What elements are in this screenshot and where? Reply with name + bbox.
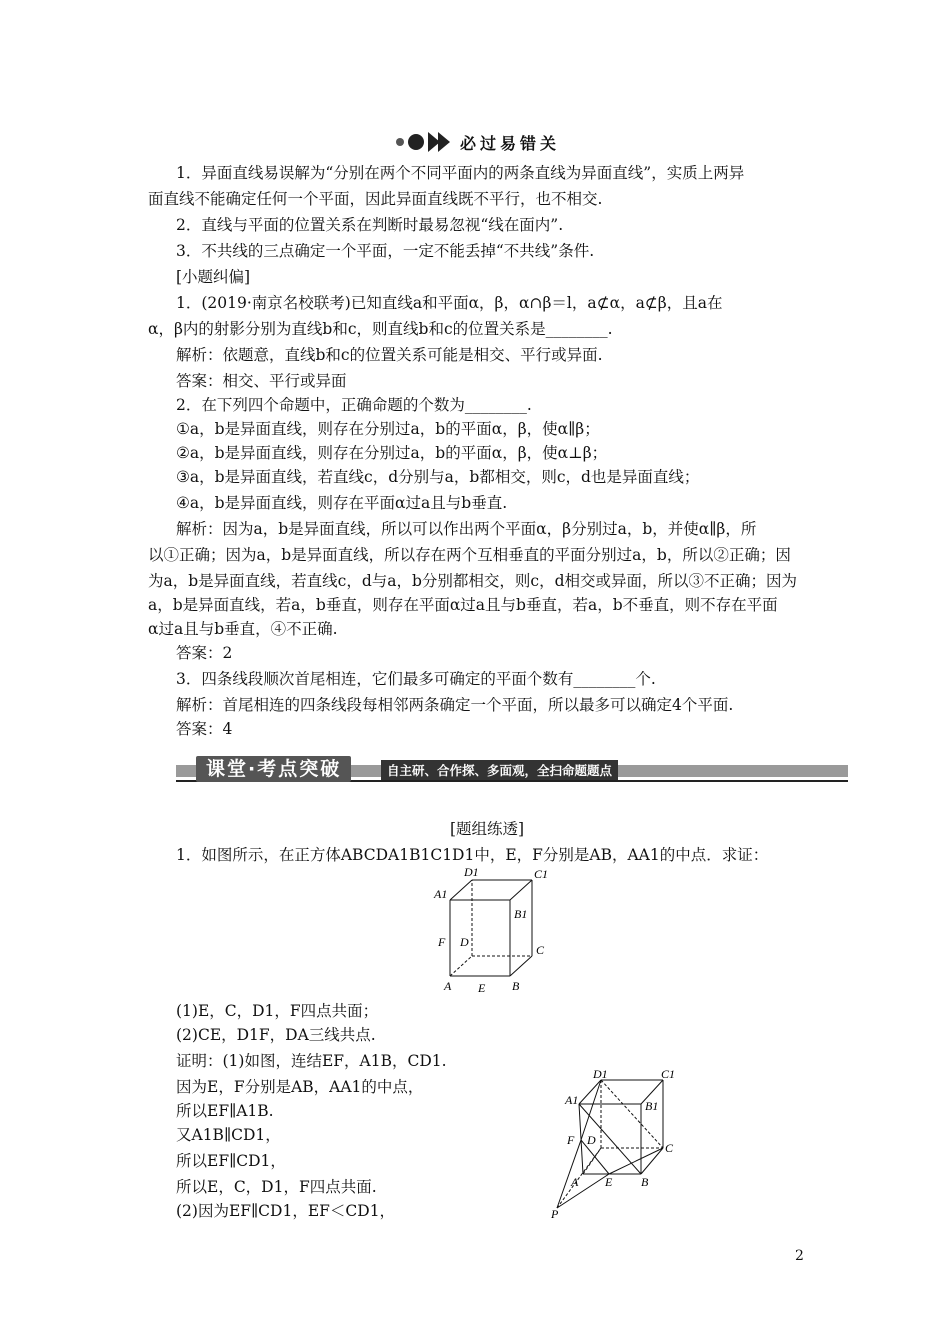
q2-solution-2: 以①正确；因为a，b是异面直线，所以存在两个互相垂直的平面分别过a，b，所以②正确；因 — [148, 546, 791, 564]
q2-solution-5: α过a且与b垂直，④不正确. — [148, 620, 338, 638]
fig2-label-E: E — [605, 1175, 613, 1189]
proof-line-3: 所以EF∥A1B. — [176, 1102, 274, 1120]
fig2-label-P: P — [551, 1207, 559, 1220]
banner-subtitle-box — [381, 760, 618, 780]
q2-solution-3: 为a，b是异面直线，若直线c，d与a，b分别都相交，则c，d相交或异面，所以③不正确；因为 — [148, 572, 798, 590]
proof-line-2: 因为E，F分别是AB，AA1的中点， — [176, 1078, 424, 1096]
fig1-label-A: A — [444, 979, 452, 993]
fig2-label-D: D — [587, 1133, 596, 1147]
proof-line-1: 证明：(1)如图，连结EF，A1B，CD1. — [176, 1052, 447, 1070]
q2-option-1: ①a，b是异面直线，则存在分别过a，b的平面α，β，使α∥β； — [176, 420, 600, 438]
q1-stem-a: 1．(2019·南京名校联考)已知直线a和平面α，β，α∩β＝l，a⊄α，a⊄β，且a在 — [176, 294, 723, 312]
q2-option-2: ②a，b是异面直线，则存在分别过a，b的平面α，β，使α⊥β； — [176, 444, 608, 462]
fig1-label-C1: C1 — [534, 867, 549, 881]
q1-answer: 答案：相交、平行或异面 — [176, 372, 347, 390]
error-point-3: 3．不共线的三点确定一个平面，一定不能丢掉“不共线”条件. — [176, 242, 595, 260]
q2-answer: 答案：2 — [176, 644, 233, 662]
proof-line-6: 所以E，C，D1，F四点共面. — [176, 1178, 377, 1196]
fig2-label-A1: A1 — [565, 1093, 579, 1107]
fig1-label-D: D — [460, 935, 469, 949]
section-header — [392, 128, 622, 156]
q3-stem: 3．四条线段顺次首尾相连，它们最多可确定的平面个数有________个. — [176, 670, 656, 688]
error-point-1b: 面直线不能确定任何一个平面，因此异面直线既不平行，也不相交. — [148, 190, 603, 208]
proof-line-4: 又A1B∥CD1， — [176, 1126, 281, 1144]
claim-2: (2)CE，D1F，DA三线共点. — [176, 1026, 376, 1044]
error-point-2: 2．直线与平面的位置关系在判断时最易忽视“线在面内”. — [176, 216, 564, 234]
fig2-label-B: B — [641, 1175, 649, 1189]
q3-answer: 答案：4 — [176, 720, 233, 738]
proof-line-7: (2)因为EF∥CD1，EF＜CD1， — [176, 1202, 396, 1220]
fig1-label-C: C — [536, 943, 545, 957]
q2-option-3: ③a，b是异面直线，若直线c，d分别与a，b都相交，则c，d也是异面直线； — [176, 468, 700, 486]
banner-subtitle: 自主研、合作探、多面观，全扫命题题点 — [387, 763, 613, 778]
banner-title: 课堂·考点突破 — [206, 758, 342, 780]
page-number: 2 — [795, 1248, 804, 1264]
fig1-label-E: E — [478, 981, 486, 995]
q1-solution: 解析：依题意，直线b和c的位置关系可能是相交、平行或异面. — [176, 346, 603, 364]
banner-title-box — [196, 756, 351, 782]
q2-solution-1: 解析：因为a，b是异面直线，所以可以作出两个平面α，β分别过a，b，并使α∥β，所 — [176, 520, 757, 538]
error-point-1a: 1．异面直线易误解为“分别在两个不同平面内的两条直线为异面直线”，实质上两异 — [176, 164, 745, 182]
fig2-label-B1: B1 — [645, 1099, 659, 1113]
q3-solution: 解析：首尾相连的四条线段每相邻两条确定一个平面，所以最多可以确定4个平面. — [176, 696, 734, 714]
fig1-label-B1: B1 — [514, 907, 528, 921]
fig2-label-D1: D1 — [593, 1070, 608, 1081]
chapter-banner — [176, 756, 848, 784]
q2-stem: 2．在下列四个命题中，正确命题的个数为________. — [176, 396, 532, 414]
fig1-label-A1: A1 — [434, 887, 448, 901]
q1-stem-b: α，β内的射影分别为直线b和c，则直线b和c的位置关系是________. — [148, 320, 613, 338]
cube-figure — [430, 866, 570, 996]
fig1-label-B: B — [512, 979, 520, 993]
header-bullet-icon — [392, 128, 456, 156]
section-header-title: 必过易错关 — [460, 134, 561, 153]
exercise-group-tag: [题组练透] — [450, 820, 525, 838]
problem-1-stem: 1．如图所示，在正方体ABCDA1B1C1D1中，E，F分别是AB，AA1的中点．求证： — [176, 846, 769, 864]
fig1-label-F: F — [438, 935, 446, 949]
fig1-label-D1: D1 — [464, 866, 479, 879]
subsection-tag: [小题纠偏] — [176, 268, 251, 286]
fig2-label-C1: C1 — [661, 1070, 676, 1081]
q2-solution-4: a，b是异面直线，若a，b垂直，则存在平面α过a且与b垂直，若a，b不垂直，则不存在平面 — [148, 596, 778, 614]
claim-1: (1)E，C，D1，F四点共面； — [176, 1002, 379, 1020]
fig2-label-C: C — [665, 1141, 674, 1155]
cube-proof-figure — [545, 1070, 705, 1220]
fig2-label-A: A — [571, 1175, 579, 1189]
q2-option-4: ④a，b是异面直线，则存在平面α过a且与b垂直. — [176, 494, 508, 512]
proof-line-5: 所以EF∥CD1， — [176, 1152, 286, 1170]
fig2-label-F: F — [567, 1133, 575, 1147]
